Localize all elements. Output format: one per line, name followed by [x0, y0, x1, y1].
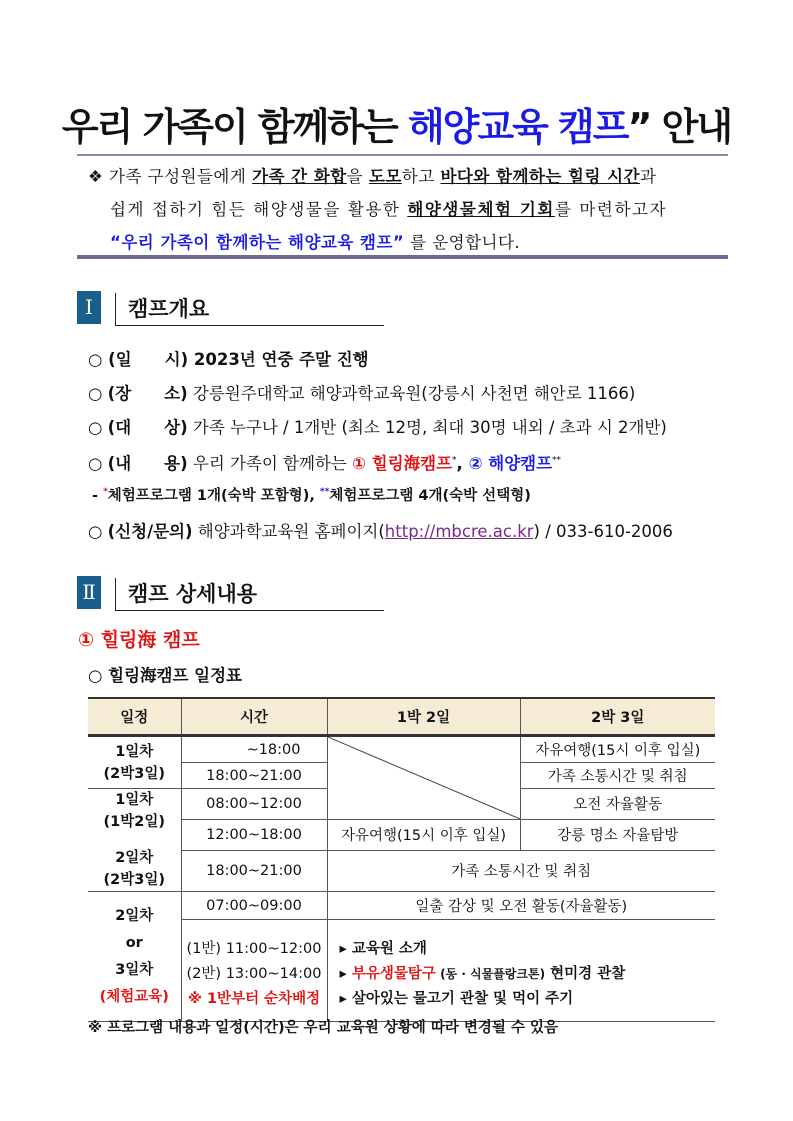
table-row: 1일차 (1박2일) 2일차 (2박3일) 08:00~12:00 오전 자율활동 — [88, 789, 715, 820]
title-text: 우리 가족이 함께하는 — [61, 105, 408, 149]
table-row: 18:00~21:00 가족 소통시간 및 취침 — [88, 850, 715, 891]
intro-line-2: 쉽게 접하기 힘든 해양생물을 활용한 해양생물체험 기회를 마련하고자 — [110, 200, 668, 219]
schedule-table — [88, 697, 715, 1022]
program-item: ▸ 부유생물탐구 (동 · 식물플랑크톤) 현미경 관찰 — [339, 966, 626, 982]
overview-date: ○ (일 시) 2023년 연중 주말 진행 — [88, 350, 369, 369]
section-title: 캠프개요 — [128, 297, 210, 321]
section-title: 캠프 상세내용 — [128, 582, 258, 606]
section-number: Ⅱ — [77, 576, 101, 609]
overview-content-detail: - *체험프로그램 1개(숙박 포함형), **체험프로그램 4개(숙박 선택형) — [92, 487, 531, 504]
table-row: 12:00~18:00 자유여행(15시 이후 입실) 강릉 명소 자율탐방 — [88, 819, 715, 850]
overview-contact: ○ (신청/문의) 해양과학교육원 홈페이지(http://mbcre.ac.kr) / 033-610-2006 — [88, 522, 673, 541]
overview-place: ○ (장 소) 강릉원주대학교 해양과학교육원(강릉시 사천면 해안로 1166) — [88, 384, 636, 403]
title-highlight: 해양교육 캠프 — [407, 105, 628, 149]
section-number: Ⅰ — [77, 291, 101, 324]
intro-line-1: ❖ 가족 구성원들에게 가족 간 화합을 도모하고 바다와 함께하는 힐링 시간과 — [88, 167, 657, 186]
overview-target: ○ (대 상) 가족 누구나 / 1개반 (최소 12명, 최대 30명 내외 / 초과 시 2개반) — [88, 418, 667, 437]
table-header-row: 일정 시간 1박 2일 2박 3일 — [88, 698, 715, 736]
page-title — [0, 96, 793, 151]
table-row: 1일차 (2박3일) ~18:00 자유여행(15시 이후 입실) — [88, 736, 715, 763]
program-item: ▸ 교육원 소개 — [339, 941, 427, 957]
table-row: 2일차 or 3일차 (체험교육) 07:00~09:00 일출 감상 및 오전 활동(자율활동) — [88, 892, 715, 920]
program-item: ▸ 살아있는 물고기 관찰 및 먹이 주기 — [339, 991, 574, 1007]
table-row: (1반) 11:00~12:00 (2반) 13:00~14:00 ※ 1반부터 순차배정 ▸ 교육원 소개 ▸ 부유생물탐구 (동 · 식물플랑크톤) 현미경 관찰 ▸ 살아있는 물고기 관찰 및 먹이 주기 — [88, 920, 715, 1022]
divider-thick — [77, 255, 728, 259]
subsection-title: ① 힐링海 캠프 — [78, 629, 200, 651]
schedule-title: ○ 힐링海캠프 일정표 — [88, 666, 242, 685]
homepage-link[interactable]: http://mbcre.ac.kr — [384, 522, 534, 541]
diagonal-line — [328, 737, 520, 819]
diamond-bullet-icon: ❖ — [88, 167, 110, 186]
title-text-end: ” 안내 — [627, 105, 732, 149]
empty-diagonal-cell — [327, 736, 520, 820]
divider — [77, 154, 728, 156]
footnote: ※ 프로그램 내용과 일정(시간)은 우리 교육원 상황에 따라 변경될 수 있음 — [88, 1020, 559, 1036]
overview-content: ○ (내 용) 우리 가족이 함께하는 ① 힐링海캠프*, ② 해양캠프** — [88, 454, 562, 473]
intro-line-3: “우리 가족이 함께하는 해양교육 캠프” 를 운영합니다. — [110, 233, 521, 252]
table-row: 18:00~21:00 가족 소통시간 및 취침 — [88, 763, 715, 789]
